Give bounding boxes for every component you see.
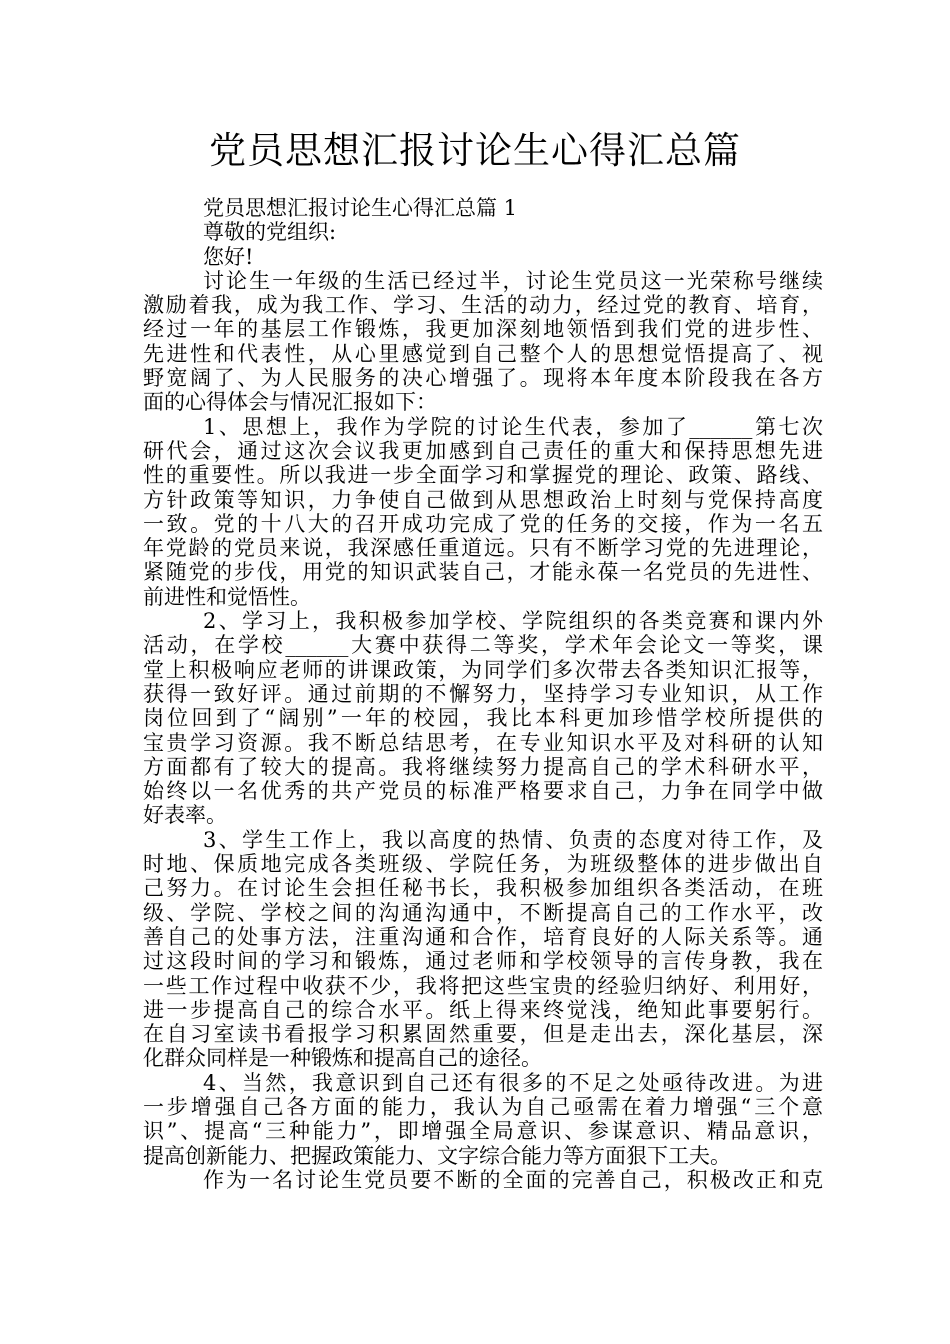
document-body: [143, 196, 823, 1192]
text-line: 方针政策等知识，力争使自己做到从思想政治上时刻与党保持高度: [143, 487, 823, 512]
text-line: 您好!: [203, 244, 254, 269]
text-line: 1、思想上，我作为学院的讨论生代表，参加了______第七次: [203, 414, 823, 439]
text-line: 宝贵学习资源。我不断总结思考，在专业知识水平及对科研的认知: [143, 730, 823, 755]
text-line: 进一步提高自己的综合水平。纸上得来终觉浅，绝知此事要躬行。: [143, 997, 823, 1022]
text-line: 党员思想汇报讨论生心得汇总篇 1: [203, 196, 518, 220]
text-line: 识”、提高“三种能力”，即增强全局意识、参谋意识、精品意识，: [143, 1119, 823, 1144]
text-line: 前进性和觉悟性。: [143, 584, 311, 609]
text-line: 4、当然，我意识到自己还有很多的不足之处亟待改进。为进: [203, 1070, 823, 1095]
text-line: 经过一年的基层工作锻炼，我更加深刻地领悟到我们党的进步性、: [143, 317, 823, 342]
text-line: 性的重要性。所以我进一步全面学习和掌握党的理论、政策、路线、: [143, 463, 823, 488]
text-line: 先进性和代表性，从心里感觉到自己整个人的思想觉悟提高了、视: [143, 341, 823, 366]
text-line: 堂上积极响应老师的讲课政策，为同学们多次带去各类知识汇报等，: [143, 657, 823, 682]
text-line: 在自习室读书看报学习积累固然重要，但是走出去，深化基层，深: [143, 1022, 823, 1047]
text-line: 2、学习上，我积极参加学校、学院组织的各类竞赛和课内外: [203, 609, 823, 634]
text-line: 善自己的处事方法，注重沟通和合作，培育良好的人际关系等。通: [143, 924, 823, 949]
text-line: 过这段时间的学习和锻炼，通过老师和学校领导的言传身教，我在: [143, 949, 823, 974]
text-line: 3、学生工作上，我以高度的热情、负责的态度对待工作，及: [203, 827, 823, 852]
text-line: 好表率。: [143, 803, 227, 828]
text-line: 紧随党的步伐，用党的知识武装自己，才能永葆一名党员的先进性、: [143, 560, 823, 585]
text-line: 面的心得体会与情况汇报如下：: [143, 390, 437, 415]
text-line: 化群众同样是一种锻炼和提高自己的途径。: [143, 1046, 542, 1071]
text-line: 激励着我，成为我工作、学习、生活的动力，经过党的教育、培育，: [143, 293, 823, 318]
text-line: 一致。党的十八大的召开成功完成了党的任务的交接，作为一名五: [143, 511, 823, 536]
text-line: 作为一名讨论生党员要不断的全面的完善自己，积极改正和克: [203, 1167, 823, 1192]
text-line: 时地、保质地完成各类班级、学院任务，为班级整体的进步做出自: [143, 852, 823, 877]
text-line: 始终以一名优秀的共产党员的标准严格要求自己，力争在同学中做: [143, 779, 823, 804]
text-line: 活动，在学校______大赛中获得二等奖，学术年会论文一等奖，课: [143, 633, 823, 658]
text-line: 提高创新能力、把握政策能力、文字综合能力等方面狠下工夫。: [143, 1143, 731, 1168]
text-line: 己努力。在讨论生会担任秘书长，我积极参加组织各类活动，在班: [143, 876, 823, 901]
text-line: 野宽阔了、为人民服务的决心增强了。现将本年度本阶段我在各方: [143, 366, 823, 391]
text-line: 讨论生一年级的生活已经过半，讨论生党员这一光荣称号继续: [203, 268, 823, 293]
text-line: 尊敬的党组织:: [203, 220, 337, 245]
text-line: 一些工作过程中收获不少，我将把这些宝贵的经验归纳好、利用好，: [143, 973, 823, 998]
text-line: 一步增强自己各方面的能力，我认为自己亟需在着力增强“三个意: [143, 1094, 823, 1119]
document-title: 党员思想汇报讨论生心得汇总篇: [209, 129, 741, 172]
text-line: 岗位回到了“阔别”一年的校园，我比本科更加珍惜学校所提供的: [143, 706, 823, 731]
text-line: 级、学院、学校之间的沟通沟通中，不断提高自己的工作水平，改: [143, 900, 823, 925]
text-line: 研代会，通过这次会议我更加感到自己责任的重大和保持思想先进: [143, 438, 823, 463]
text-line: 年党龄的党员来说，我深感任重道远。只有不断学习党的先进理论，: [143, 536, 823, 561]
text-line: 获得一致好评。通过前期的不懈努力，坚持学习专业知识，从工作: [143, 681, 823, 706]
text-line: 方面都有了较大的提高。我将继续努力提高自己的学术科研水平，: [143, 754, 823, 779]
